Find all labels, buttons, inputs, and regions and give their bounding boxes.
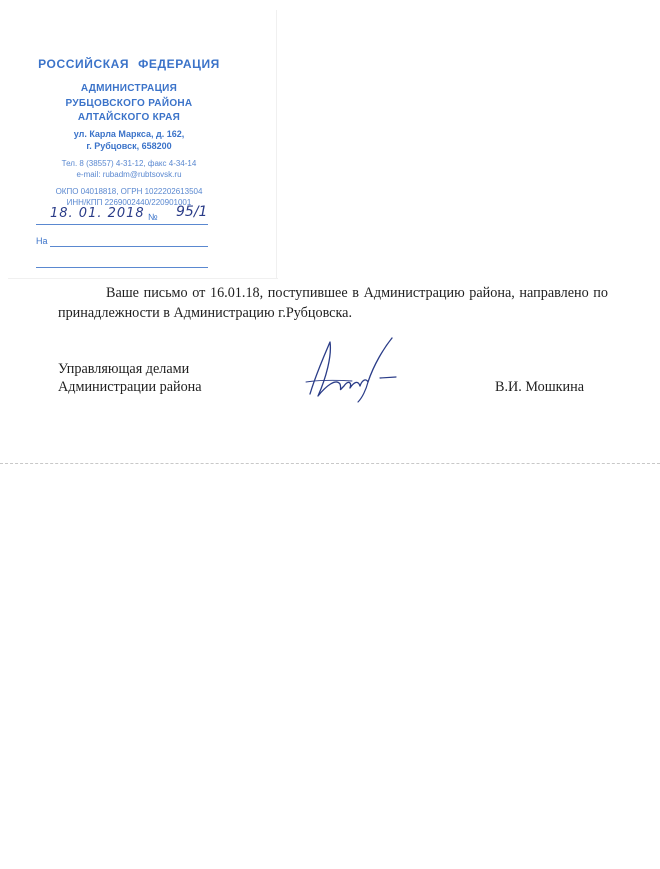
reference-underline [50, 246, 208, 247]
letterhead-address [34, 128, 224, 152]
handwritten-number: 95/1 [176, 204, 208, 220]
reference-row [36, 236, 208, 250]
signatory-title [58, 360, 202, 396]
letterhead-address-line: г. Рубцовск, 658200 [86, 140, 172, 151]
letterhead-phone: Тел. 8 (38557) 4-31-12, факс 4-34-14 [61, 158, 197, 168]
handwritten-date: 18. 01. 2018 [50, 206, 145, 221]
signatory-title-line: Администрации района [58, 379, 202, 395]
number-label: № [148, 212, 158, 222]
stamp-border-vertical [276, 10, 277, 278]
letterhead-org-line: АЛТАЙСКОГО КРАЯ [77, 112, 181, 123]
signatory-name: В.И. Мошкина [495, 379, 585, 395]
letterhead-org-line: АДМИНИСТРАЦИЯ [80, 83, 178, 94]
signatory-title-line: Управляющая делами [58, 361, 190, 377]
reference-label: На [36, 236, 48, 246]
signature-icon [296, 334, 406, 404]
letterhead-org-line: РУБЦОВСКОГО РАЙОНА [65, 97, 193, 109]
letterhead-email: e-mail: rubadm@rubtsovsk.ru [76, 169, 182, 179]
stamp-border-horizontal [8, 278, 278, 279]
letterhead [34, 56, 224, 208]
blank-underline [36, 267, 208, 268]
letterhead-organization [34, 82, 224, 126]
letter-body: Ваше письмо от 16.01.18, поступившее в Администрацию района, направлено по принадлежности в Администрацию г.Рубцовска. [58, 285, 608, 321]
letterhead-inn: ИНН/КПП 2269002440/220901001 [66, 197, 192, 207]
letterhead-address-line: ул. Карла Маркса, д. 162, [73, 128, 185, 139]
outgoing-date-number-row [36, 204, 208, 228]
letterhead-okpo: ОКПО 04018818, ОГРН 1022202613504 [55, 186, 203, 196]
page-fold-line [0, 463, 660, 464]
letterhead-contacts [34, 158, 224, 180]
date-underline [36, 224, 208, 225]
letterhead-country: РОССИЙСКАЯ ФЕДЕРАЦИЯ [38, 57, 220, 71]
